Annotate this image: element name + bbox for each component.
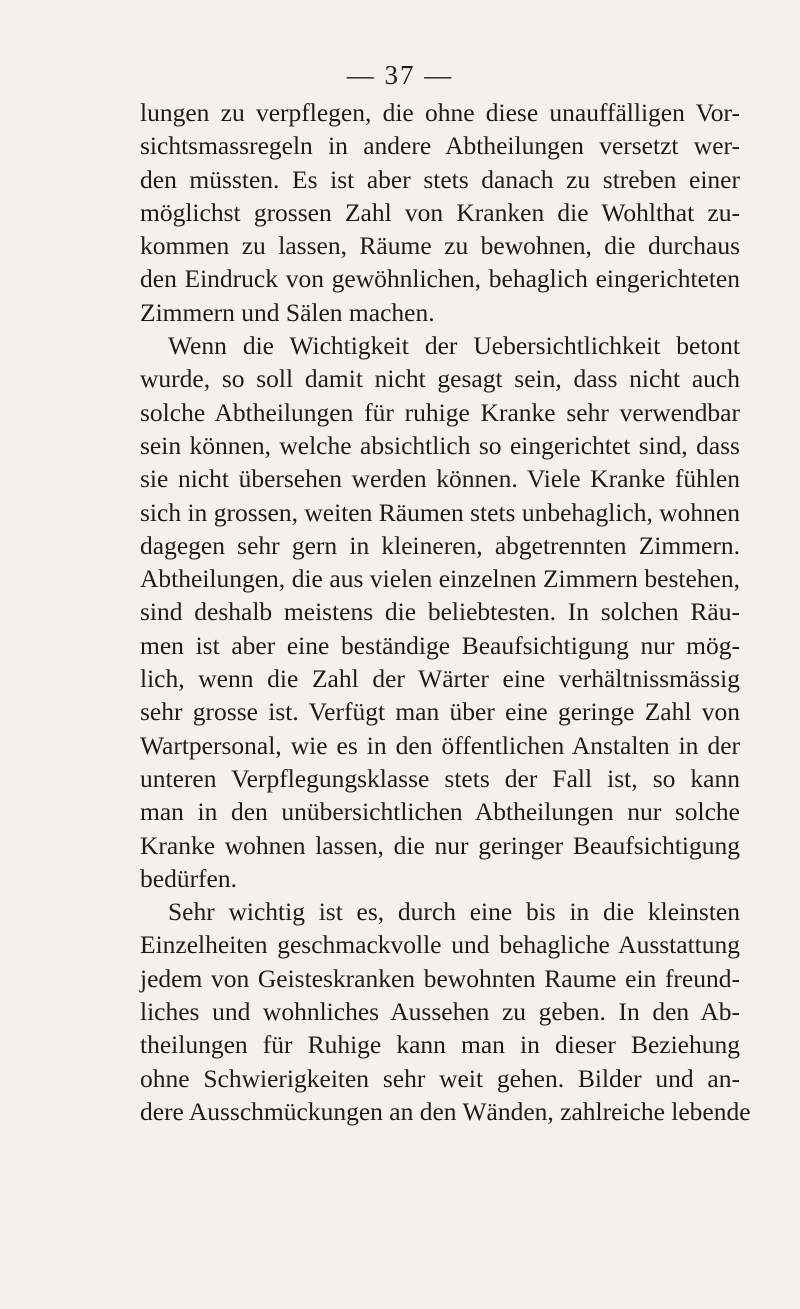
text-line: sich in grossen, weiten Räumen stets unbehaglich, wohnen [140,497,740,527]
text-line: man in den unübersichtlichen Abtheilungen nur solche [140,797,740,827]
text-line: theilungen für Ruhige kann man in dieser Beziehung [140,1030,740,1060]
body-text [140,96,751,1128]
text-line: solche Abtheilungen für ruhige Kranke sehr verwendbar [140,397,740,427]
text-line: Wartpersonal, wie es in den öffentlichen Anstalten in der [140,730,740,760]
text-line: lungen zu verpflegen, die ohne diese unauffälligen Vor- [140,98,740,127]
paragraph-end-line: bedürfen. [140,863,237,893]
text-line: sie nicht übersehen werden können. Viele Kranke fühlen [140,464,740,494]
text-line: liches und wohnliches Aussehen zu geben. In den Ab- [140,997,740,1027]
text-line: Einzelheiten geschmackvolle und behagliche Ausstattung [140,930,740,960]
page-number: — 37 — [346,60,454,90]
text-line: kommen zu lassen, Räume zu bewohnen, die durchaus [140,231,740,261]
text-line: sind deshalb meistens die beliebtesten. In solchen Räu- [140,597,740,627]
text-line: Kranke wohnen lassen, die nur geringer Beaufsichtigung [140,830,740,860]
text-line: dere Ausschmückungen an den Wänden, zahlreiche lebende [140,1096,751,1126]
text-line: wurde, so soll damit nicht gesagt sein, dass nicht auch [140,364,740,394]
text-line: dagegen sehr gern in kleineren, abgetrennten Zimmern. [140,530,740,560]
text-line: ohne Schwierigkeiten sehr weit gehen. Bilder und an- [140,1063,740,1093]
text-line: sehr grosse ist. Verfügt man über eine geringe Zahl von [140,697,740,727]
text-line: sichtsmassregeln in andere Abtheilungen versetzt wer- [140,131,740,161]
text-line: den Eindruck von gewöhnlichen, behaglich eingerichteten [140,264,740,294]
paragraph-start-line: Wenn die Wichtigkeit der Uebersichtlichkeit betont [168,331,740,361]
text-line: jedem von Geisteskranken bewohnten Raume ein freund- [140,963,740,993]
text-line: möglichst grossen Zahl von Kranken die Wohlthat zu- [140,197,740,227]
text-line: men ist aber eine beständige Beaufsichtigung nur mög- [140,630,740,660]
text-line: sein können, welche absichtlich so eingerichtet sind, dass [140,430,740,460]
text-line: lich, wenn die Zahl der Wärter eine verhältnissmässig [140,664,740,694]
text-line: Abtheilungen, die aus vielen einzelnen Zimmern bestehen, [140,564,740,594]
text-line: unteren Verpflegungsklasse stets der Fall ist, so kann [140,763,740,793]
text-line: den müssten. Es ist aber stets danach zu streben einer [140,164,740,194]
paragraph-start-line: Sehr wichtig ist es, durch eine bis in die kleinsten [168,897,740,927]
paragraph-end-line: Zimmern und Sälen machen. [140,297,435,327]
